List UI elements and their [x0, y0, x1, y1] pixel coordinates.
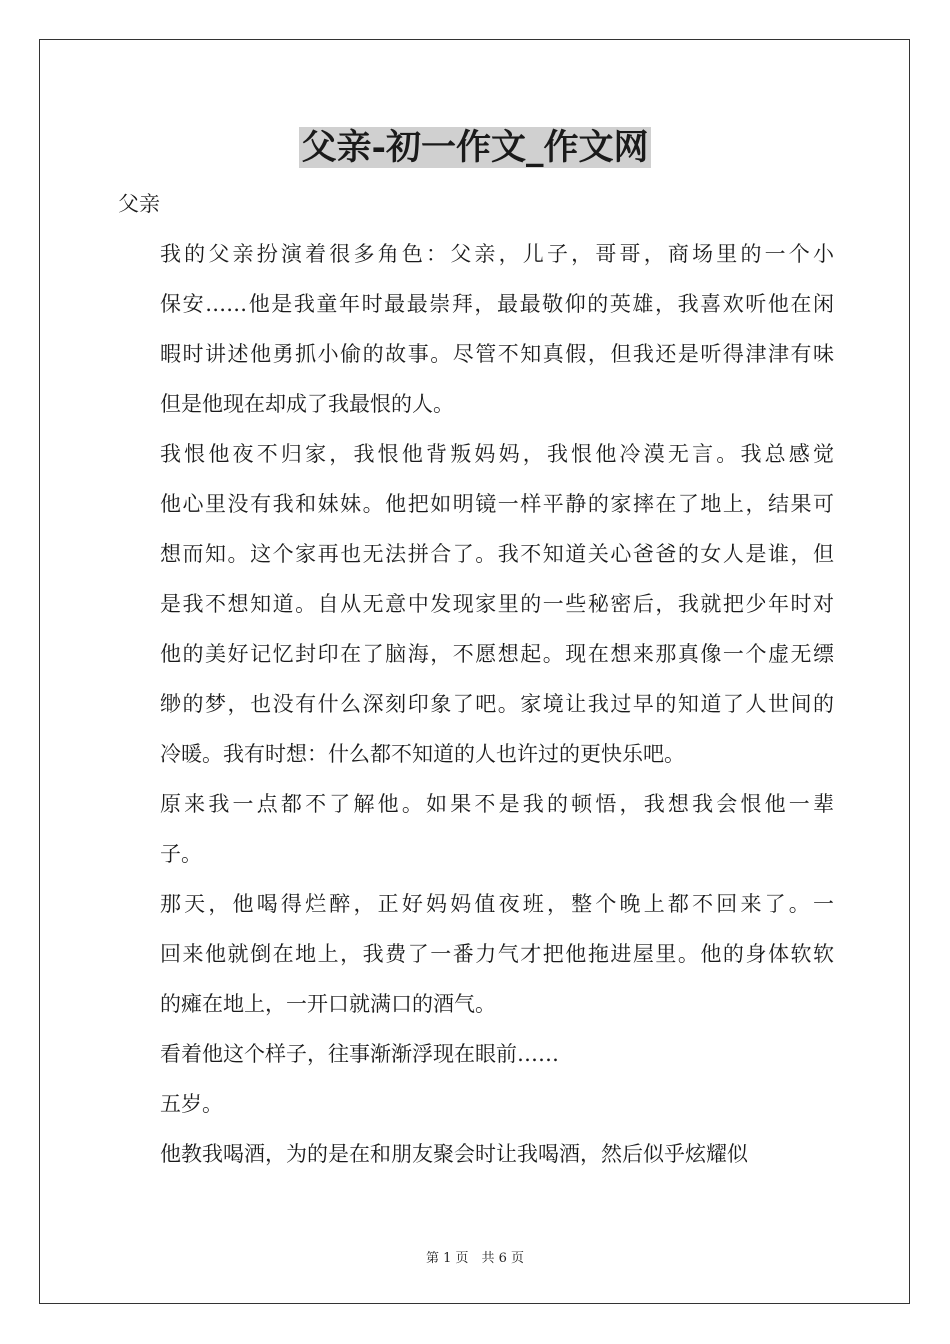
- page-number-footer: 第 1 页 共 6 页: [425, 1251, 525, 1266]
- paragraph-line: 暇时讲述他勇抓小偷的故事。尽管不知真假，但我还是听得津津有味: [160, 342, 834, 366]
- paragraph-line: 保安……他是我童年时最最崇拜，最最敬仰的英雄，我喜欢听他在闲: [160, 292, 834, 316]
- paragraph: [118, 429, 834, 779]
- paragraph-line: 我恨他夜不归家，我恨他背叛妈妈，我恨他冷漠无言。我总感觉: [160, 442, 834, 466]
- paragraph-line: 是我不想知道。自从无意中发现家里的一些秘密后，我就把少年时对: [160, 592, 834, 616]
- paragraph-line: 他的美好记忆封印在了脑海，不愿想起。现在想来那真像一个虚无缥: [160, 642, 834, 666]
- paragraph-line: 看着他这个样子，往事渐渐浮现在眼前……: [160, 1042, 559, 1066]
- paragraph-line: 五岁。: [160, 1092, 223, 1116]
- paragraph-line: 冷暖。我有时想：什么都不知道的人也许过的更快乐吧。: [160, 742, 685, 766]
- paragraph: [118, 1079, 834, 1129]
- paragraph: [118, 229, 834, 429]
- paragraph-line: 他教我喝酒，为的是在和朋友聚会时让我喝酒，然后似乎炫耀似: [160, 1142, 748, 1166]
- paragraph-line: 子。: [160, 842, 202, 866]
- document-title: [0, 126, 950, 170]
- document-body: [118, 179, 834, 1179]
- paragraph-line: 我的父亲扮演着很多角色：父亲，儿子，哥哥，商场里的一个小: [160, 242, 834, 266]
- paragraph: [118, 1029, 834, 1079]
- paragraph-line: 那天，他喝得烂醉，正好妈妈值夜班，整个晚上都不回来了。一: [160, 892, 834, 916]
- paragraph-list: [118, 229, 834, 1179]
- paragraph-line: 但是他现在却成了我最恨的人。: [160, 392, 454, 416]
- paragraph-line: 他心里没有我和妹妹。他把如明镜一样平静的家摔在了地上，结果可: [160, 492, 834, 516]
- paragraph: [118, 1129, 834, 1179]
- paragraph-line: 的瘫在地上，一开口就满口的酒气。: [160, 992, 496, 1016]
- paragraph-line: 想而知。这个家再也无法拼合了。我不知道关心爸爸的女人是谁，但: [160, 542, 834, 566]
- document-title-text: 父亲-初一作文_作文网: [301, 127, 649, 168]
- paragraph-line: 缈的梦，也没有什么深刻印象了吧。家境让我过早的知道了人世间的: [160, 692, 834, 716]
- document-subtitle: 父亲: [118, 192, 160, 216]
- paragraph-line: 原来我一点都不了解他。如果不是我的顿悟，我想我会恨他一辈: [160, 792, 834, 816]
- paragraph-line: 回来他就倒在地上，我费了一番力气才把他拖进屋里。他的身体软软: [160, 942, 834, 966]
- paragraph: [118, 879, 834, 1029]
- paragraph: [118, 779, 834, 879]
